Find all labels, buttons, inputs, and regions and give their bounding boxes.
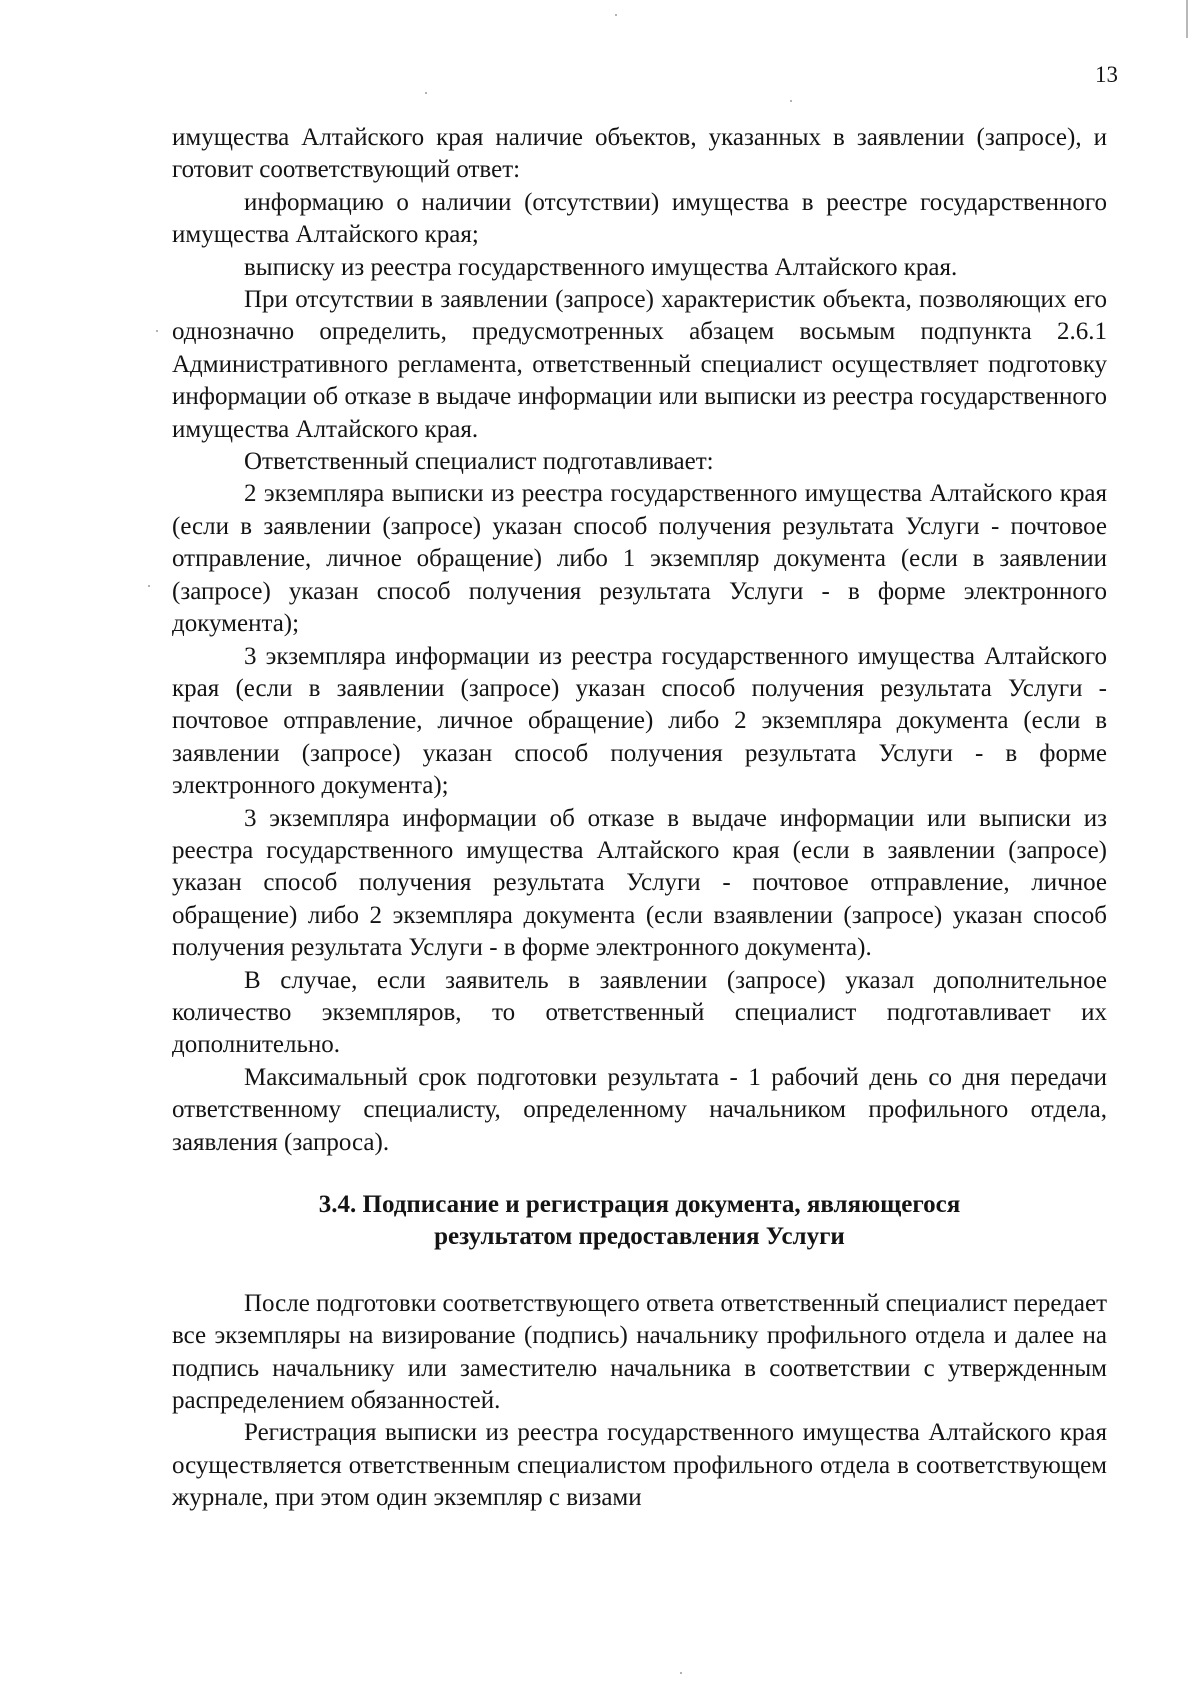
paragraph: 3 экземпляра информации из реестра государственного имущества Алтайского края (если в заявлении (запросе) указан способ получения результата Услуги - почтовое отправление, личное обращение) либо 2 экземпляра документа (если в заявлении (запросе) указан способ получения результата Услуги - в форме электронного документа); — [172, 642, 1107, 800]
scan-speck — [148, 585, 150, 587]
section-heading — [172, 1189, 1107, 1254]
paragraph: 3 экземпляра информации об отказе в выдаче информации или выписки из реестра государственного имущества Алтайского края (если в заявлении (запросе) указан способ получения результата Услуги - почтовое отправление, личное обращение) либо 2 экземпляра документа (если взаявлении (запросе) указан способ получения результата Услуги - в форме электронного документа). — [172, 804, 1107, 962]
paragraph: Ответственный специалист подготавливает: — [244, 448, 714, 476]
section-heading-line: результатом предоставления Услуги — [434, 1223, 845, 1251]
paragraph: 2 экземпляра выписки из реестра государственного имущества Алтайского края (если в заявлении (запросе) указан способ получения результата Услуги - почтовое отправление, личное обращение) либо 1 экземпляр документа (если в заявлении (запросе) указан способ получения результата Услуги - в форме электронного документа); — [172, 480, 1107, 638]
paragraph: информацию о наличии (отсутствии) имущества в реестре государственного имущества Алтайского края; — [172, 188, 1107, 249]
paragraph: При отсутствии в заявлении (запросе) характеристик объекта, позволяющих его однозначно определить, предусмотренных абзацем восьмым подпункта 2.6.1 Административного регламента, ответственный специалист осуществляет подготовку информации об отказе в выдаче информации или выписки из реестра государственного имущества Алтайского края. — [172, 286, 1107, 443]
scan-speck — [615, 14, 617, 16]
spacer — [172, 1254, 1107, 1288]
paragraph: Регистрация выписки из реестра государственного имущества Алтайского края осуществляется ответственным специалистом профильного отдела в соответствующем журнале, при этом один экземпляр с визами — [172, 1419, 1107, 1512]
section-heading-line: 3.4. Подписание и регистрация документа, являющегося — [318, 1191, 961, 1218]
scan-edge-mark — [1186, 0, 1188, 38]
scan-speck — [425, 92, 427, 94]
document-body — [172, 122, 1107, 1515]
paragraph: Максимальный срок подготовки результата - 1 рабочий день со дня передачи ответственному специалисту, определенному начальником профильного отдела, заявления (запроса). — [172, 1063, 1107, 1156]
scan-speck — [680, 1672, 682, 1674]
paragraph: выписку из реестра государственного имущества Алтайского края. — [244, 253, 958, 281]
paragraph: имущества Алтайского края наличие объектов, указанных в заявлении (запросе), и готовит соответствующий ответ: — [172, 124, 1107, 184]
scan-speck — [790, 100, 792, 102]
paragraph: В случае, если заявитель в заявлении (запросе) указал дополнительное количество экземпляров, то ответственный специалист подготавливает их дополнительно. — [172, 966, 1107, 1059]
paragraph: После подготовки соответствующего ответа ответственный специалист передает все экземпляры на визирование (подпись) начальнику профильного отдела и далее на подпись начальнику или заместителю начальника в соответствии с утвержденным распределением обязанностей. — [172, 1289, 1107, 1415]
page-number: 13 — [1095, 62, 1118, 87]
scan-speck — [156, 330, 158, 332]
